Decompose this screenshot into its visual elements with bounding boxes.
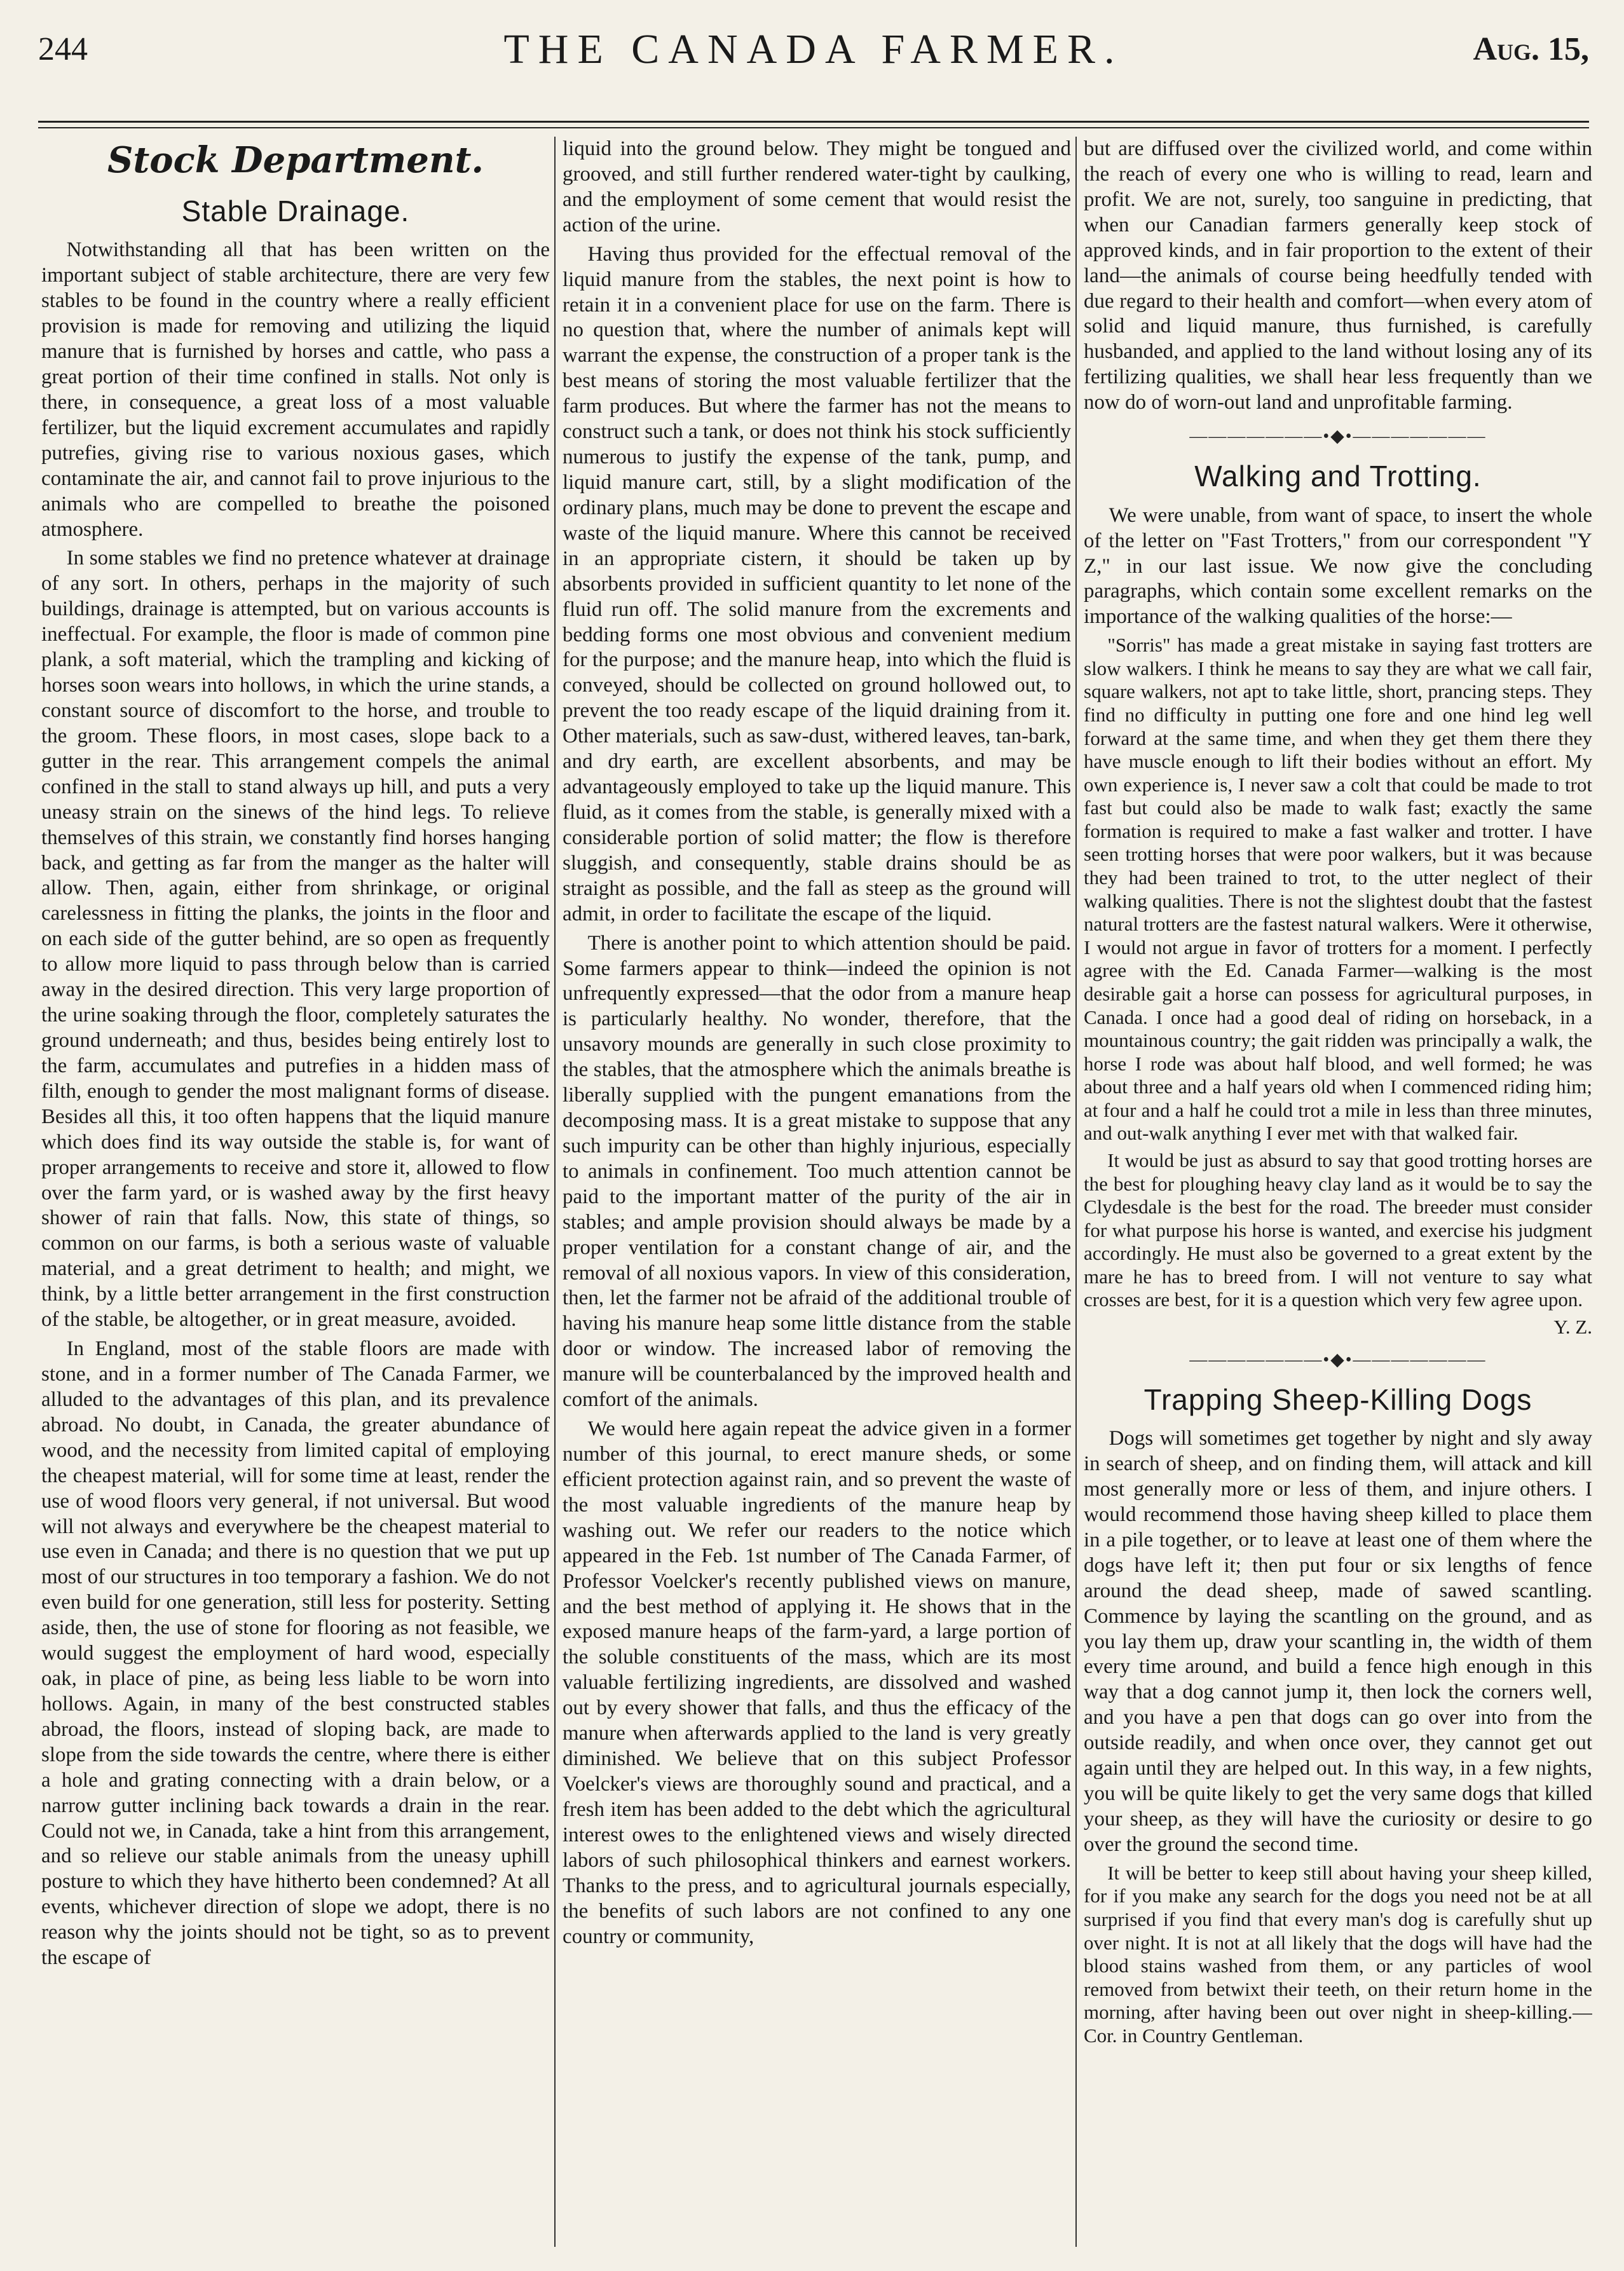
masthead-rule (38, 121, 1589, 123)
department-heading: Stock Department. (107, 139, 484, 181)
paragraph: It will be better to keep still about having your sheep killed, for if you make any search for the dogs you need not be at all surprised if you find that every man's dog is carefully shut up over night. It is not at all likely that the dogs will have had the blood stains washed from them, or any particles of wool removed from betwixt their teeth, on their return home in the morning, after having been out over night in sheep-killing.—Cor. in Country Gentleman. (1084, 1861, 1592, 2047)
column-divider (1075, 137, 1077, 2247)
issue-date: Aug. 15, (1473, 31, 1589, 67)
paragraph: There is another point to which attention should be paid. Some farmers appear to think—indeed the opinion is not unfrequently expressed—that the odor from a manure heap is particularly healthy. No wonder, therefore, that the unsavory mounds are generally in such close proximity to the stables, that the atmosphere which the animals breathe is liberally supplied with the pungent emanations from the decomposing mass. It is a great mistake to suppose that any such impurity can be other than highly injurious, especially to animals in confinement. Too much attention cannot be paid to the important matter of the purity of the air in stables; and ample provision should always be made by a proper ventilation for a constant change of air, and the removal of all noxious vapors. In view of this consideration, then, let the farmer not be afraid of the additional trouble of having his manure heap some little distance from the stable door or window. The increased labor of removing the manure will be counterbalanced by the improved health and comfort of the animals. (563, 931, 1071, 1412)
paragraph: liquid into the ground below. They might be tongued and grooved, and still further rendered water-tight by caulking, and the employment of some cement that would resist the action of the urine. (563, 137, 1071, 236)
signature: Y. Z. (1553, 1316, 1592, 1339)
section-divider-ornament: ———————•◆•——————— (1189, 1349, 1487, 1370)
paragraph: but are diffused over the civilized world, and come within the reach of every one who is willing to read, learn and profit. We are not, surely, too sanguine in predicting, that when our Canadian farmers generally keep stock of approved kinds, and in fair proportion to the extent of their land—the animals of course being heedfully tended with due regard to their health and comfort—when every atom of solid and liquid manure, thus furnished, is carefully husbanded, and applied to the land without losing any of its fertilizing qualities, we shall hear less frequently than we now do of worn-out land and unprofitable farming. (1084, 137, 1592, 414)
paragraph: In some stables we find no pretence whatever at drainage of any sort. In others, perhaps in the majority of such buildings, drainage is attempted, but on various accounts is ineffectual. For example, the floor is made of common pine plank, a soft material, which the trampling and kicking of horses soon wears into hollows, in which the urine stands, a constant source of discomfort to the horse, and trouble to the groom. These floors, in most cases, slope back to a gutter in the rear. This arrangement compels the animal confined in the stall to stand always up hill, and puts a very uneasy strain on the sinews of the hind legs. To relieve themselves of this strain, we constantly find horses hanging back, and getting as far from the manger as the halter will allow. Then, again, either from shrinkage, or original carelessness in fitting the planks, the joints in the floor and on each side of the gutter behind, are so open as frequently to allow more liquid to pass through below than is carried away in the desired direction. This very large proportion of the urine soaking through the floor, completely saturates the ground underneath; and thus, besides being entirely lost to the farm, accumulates and putrefies in a hidden mass of filth, enough to gender the most malignant forms of disease. Besides all this, it too often happens that the liquid manure which does find its way outside the stable is, for want of proper arrangements to receive and store it, allowed to flow over the farm yard, or is washed away by the first heavy shower of rain that falls. Now, this state of things, so common on our farms, is both a serious waste of valuable material, and a great detriment to health; and might, we think, by a little better arrangement in the first construction of the stable, be altogether, or in great measure, avoided. (41, 547, 550, 1332)
paragraph: Dogs will sometimes get together by night and sly away in search of sheep, and on finding them, will attack and kill most generally more or less of them, and injure others. I would recommend those having sheep killed to place them in a pile together, or to leave at least one of them where the dogs have left it; then put four or six lengths of fence around the dead sheep, made of sawed scantling. Commence by laying the scantling on the ground, and as you lay them up, draw your scantling in, the width of them every time around, and build a fence high enough in this way that a dog cannot jump it, then lock the corners well, and you have a pen that dogs can go over into from the outside readily, and when once over, they cannot get out again until they are helped out. In this way, in a few nights, you will be quite likely to get the very same dogs that killed your sheep, as they will have the curiosity or desire to go over the ground the second time. (1084, 1427, 1592, 1856)
paragraph: Notwithstanding all that has been written on the important subject of stable architecture, there are very few stables to be found in the country where a really efficient provision is made for removing and utilizing the liquid manure that is furnished by horses and cattle, who pass a great portion of their time confined in stalls. Not only is there, in consequence, a great loss of a most valuable fertilizer, but the liquid excrement accumulates and rapidly putrefies, giving rise to various noxious gases, which contaminate the air, and cannot fail to prove injurious to the animals who are compelled to breathe the poisoned atmosphere. (41, 238, 550, 541)
masthead (38, 19, 1589, 89)
newspaper-title: THE CANADA FARMER. (503, 26, 1124, 72)
article-heading-stable-drainage: Stable Drainage. (181, 194, 410, 228)
masthead-rule-thin (38, 127, 1589, 128)
quoted-paragraph: "Sorris" has made a great mistake in saying fast trotters are slow walkers. I think he means to say they are what we call fair, square walkers, not apt to take little, short, prancing steps. They find no difficulty in putting one fore and one hind leg well forward at the same time, and when they get them there they have muscle enough to lift their bodies without an effort. My own experience is, I never saw a colt that could be made to trot fast but could also be made to walk fast; exactly the same formation is required to make a fast walker and trotter. I have seen trotting horses that were poor walkers, but it was because they had been trained to trot, to the utter neglect of their walking qualities. There is not the slightest doubt that the fastest natural trotters are the fastest natural walkers. Were it otherwise, I would not argue in favor of trotters for a moment. I perfectly agree with the Ed. Canada Farmer—walking is the most desirable gait a horse can possess for agricultural purposes, in Canada. I once had a good deal of riding on horseback, in a mountainous country; the gait ridden was principally a walk, the horse I rode was about half blood, and well formed; he was about three and a half years old when I commenced riding him; at four and a half he could trot a mile in less than three minutes, and out-walk anything I ever met with that walked fair. (1084, 634, 1592, 1145)
article-heading-walking-trotting: Walking and Trotting. (1194, 460, 1482, 493)
paragraph: We would here again repeat the advice given in a former number of this journal, to erect manure sheds, or some efficient protection against rain, and so prevent the waste of the most valuable ingredients of the manure heap by washing out. We refer our readers to the notice which appeared in the Feb. 1st number of The Canada Farmer, of Professor Voelcker's recently published views on manure, and the best method of applying it. He shows that in the exposed manure heaps of the farm-yard, a large portion of the soluble constituents of the mass, which are its most valuable fertilizing ingredients, are dissolved and washed out by every shower that falls, and thus the efficacy of the manure when afterwards applied to the land is very greatly diminished. We believe that on this subject Professor Voelcker's views are thoroughly sound and practical, and a fresh item has been added to the debt which the agricultural interest owes to the enlightened views and wisely directed labors of such philosophical thinkers and earnest workers. Thanks to the press, and to agricultural journals especially, the benefits of such labors are not confined to any one country or community, (563, 1417, 1071, 1948)
paragraph: Having thus provided for the effectual removal of the liquid manure from the stables, the next point is how to retain it in a convenient place for use on the farm. There is no question that, where the number of animals kept will warrant the expense, the construction of a proper tank is the best means of storing the most valuable fertilizer that the farm produces. But where the farmer has not the means to construct such a tank, or does not think his stock sufficiently numerous to justify the expense of the tank, pump, and liquid manure cart, still, by a slight modification of the ordinary plans, much may be done to prevent the escape and waste of the liquid manure. Where this cannot be received in an appropriate cistern, it should be taken up by absorbents provided in sufficient quantity to let none of the fluid run off. The solid manure from the excrements and bedding forms one most obvious and convenient medium for the purpose; and the manure heap, into which the fluid is conveyed, should be collected on ground hollowed out, to prevent the too ready escape of the liquid draining from it. Other materials, such as saw-dust, withered leaves, tan-bark, and dry earth, are excellent absorbents, and may be advantageously employed to take up the liquid manure. This fluid, as it comes from the stable, is generally mixed with a considerable portion of solid matter; the flow is therefore sluggish, and consequently, stable drains should be as straight as possible, and the fall as steep as the ground will admit, in order to facilitate the escape of the liquid. (563, 242, 1071, 925)
section-divider-ornament: ———————•◆•——————— (1189, 426, 1487, 447)
paragraph: In England, most of the stable floors are made with stone, and in a former number of The Canada Farmer, we alluded to the advantages of this plan, and its prevalence abroad. No doubt, in Canada, the greater abundance of wood, and the necessity from limited capital of employing the cheapest material, will for some time at least, render the use of wood floors very general, if not universal. But wood will not always and everywhere be the cheapest material to use even in Canada; and there is no question that we put up most of our structures in too temporary a fashion. We do not even build for one generation, still less for posterity. Setting aside, then, the use of stone for flooring as not feasible, we would suggest the employment of hard wood, especially oak, in place of pine, as being less liable to be worn into hollows. Again, in many of the best constructed stables abroad, the floors, instead of sloping back, are made to slope from the side towards the centre, where there is either a hole and grating connecting with a drain below, or a narrow gutter inclining back towards a drain in the rear. Could not we, in Canada, take a hint from this arrangement, and so relieve our stable animals from the uneasy uphill posture to which they have hitherto been condemned? At all events, whichever direction of slope we adopt, there is no reason why the joints should not be tight, so as to prevent the escape of (41, 1337, 550, 1970)
column-2 (563, 137, 1071, 2253)
article-heading-trapping-dogs: Trapping Sheep-Killing Dogs (1143, 1382, 1532, 1416)
paragraph: We were unable, from want of space, to insert the whole of the letter on "Fast Trotters," from our correspondent "Y Z," in our last issue. We now give the concluding paragraphs, which contain some excellent remarks on the importance of the walking qualities of the horse:— (1084, 503, 1592, 629)
column-1 (41, 137, 550, 2253)
page-number: 244 (38, 31, 88, 67)
column-divider (554, 137, 556, 2247)
column-3 (1084, 137, 1592, 2253)
quoted-paragraph: It would be just as absurd to say that good trotting horses are the best for ploughing heavy clay land as it would be to say the Clydesdale is the best for the road. The breeder must consider for what purpose his horse is wanted, and exercise his judgment accordingly. He must also be governed to a great extent by the mare he has to breed from. I will not venture to say what crosses are best, for it is a question which very few agree upon. (1084, 1149, 1592, 1311)
